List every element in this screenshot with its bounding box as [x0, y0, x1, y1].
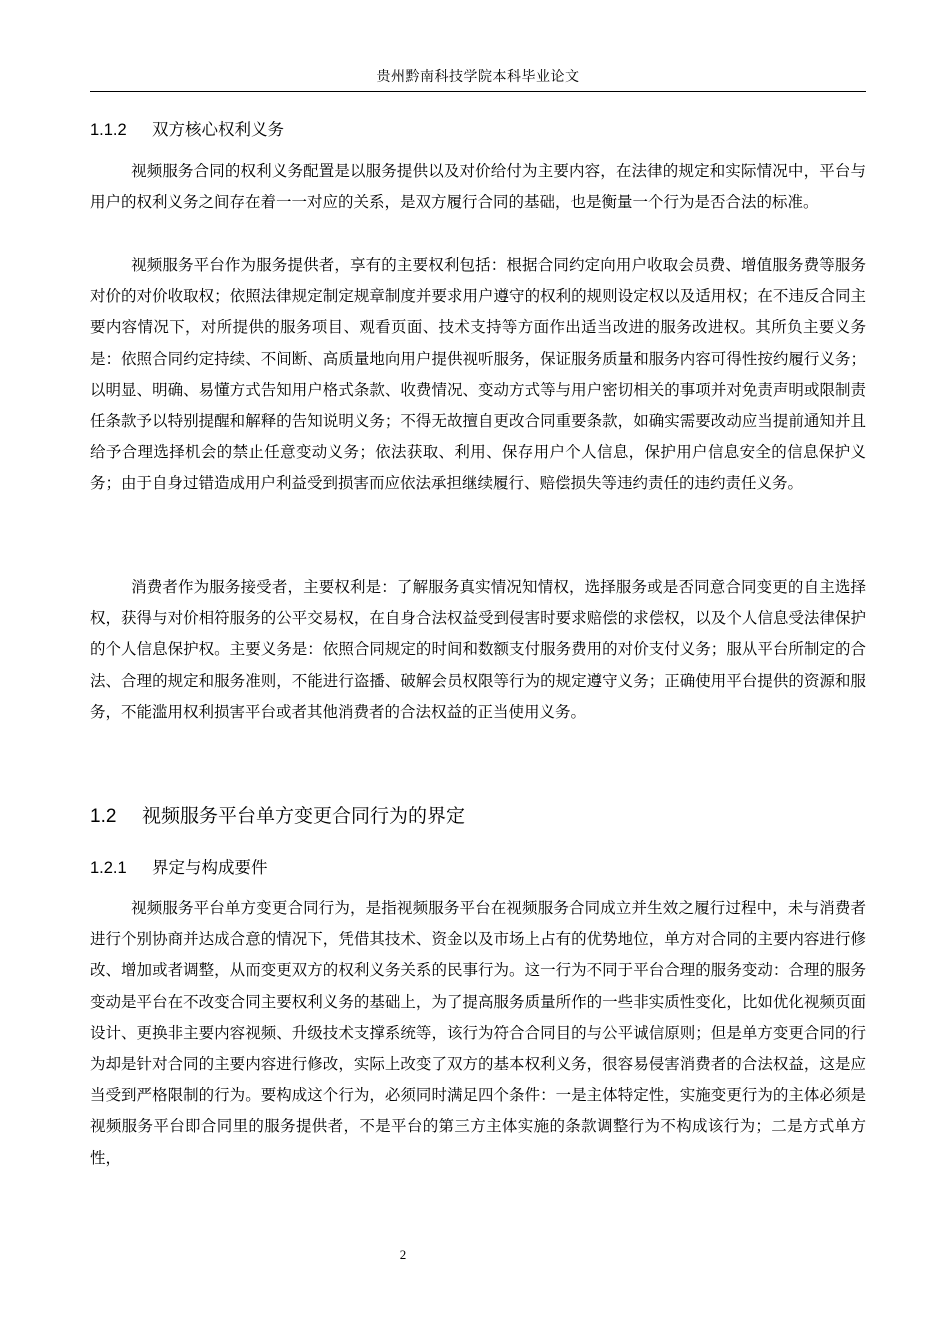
section-number: 1.1.2 [90, 121, 127, 139]
section-heading-1-1-2 [90, 118, 284, 142]
section-number: 1.2.1 [90, 859, 127, 877]
header-title: 贵州黔南科技学院本科毕业论文 [376, 69, 580, 85]
paragraph-definition: 视频服务平台单方变更合同行为，是指视频服务平台在视频服务合同成立并生效之履行过程中，未与消费者进行个别协商并达成合意的情况下，凭借其技术、资金以及市场上占有的优势地位，单方对合同的主要内容进行修改、增加或者调整，从而变更双方的权利义务关系的民事行为。这一行为不同于平台合理的服务变动：合理的服务变动是平台在不改变合同主要权利义务的基础上，为了提高服务质量所作的一些非实质性变化，比如优化视频页面设计、更换非主要内容视频、升级技术支撑系统等，该行为符合合同目的与公平诚信原则；但是单方变更合同的行为却是针对合同的主要内容进行修改，实际上改变了双方的基本权利义务，很容易侵害消费者的合法权益，这是应当受到严格限制的行为。要构成这个行为，必须同时满足四个条件：一是主体特定性，实施变更行为的主体必须是视频服务平台即合同里的服务提供者，不是平台的第三方主体实施的条款调整行为不构成该行为；二是方式单方性， [90, 899, 866, 1167]
paragraph-consumer-rights: 消费者作为服务接受者，主要权利是：了解服务真实情况知情权，选择服务或是否同意合同变更的自主选择权，获得与对价相符服务的公平交易权，在自身合法权益受到侵害时要求赔偿的求偿权，以及个人信息受法律保护的个人信息保护权。主要义务是：依照合同规定的时间和数额支付服务费用的对价支付义务；服从平台所制定的合法、合理的规定和服务准则，不能进行盗播、破解会员权限等行为的规定遵守义务；正确使用平台提供的资源和服务，不能滥用权利损害平台或者其他消费者的合法权益的正当使用义务。 [90, 578, 866, 721]
section-title: 视频服务平台单方变更合同行为的界定 [142, 805, 466, 827]
section-heading-1-2 [90, 802, 465, 831]
paragraph-rights-overview: 视频服务合同的权利义务配置是以服务提供以及对价给付为主要内容，在法律的规定和实际情况中，平台与用户的权利义务之间存在着一一对应的关系，是双方履行合同的基础，也是衡量一个行为是否合法的标准。 [90, 162, 866, 212]
page-number: 2 [399, 1247, 407, 1262]
paragraph-platform-rights: 视频服务平台作为服务提供者，享有的主要权利包括：根据合同约定向用户收取会员费、增值服务费等服务对价的对价收取权；依照法律规定制定规章制度并要求用户遵守的权利的规则设定权以及适用权；在不违反合同主要内容情况下，对所提供的服务项目、观看页面、技术支持等方面作出适当改进的服务改进权。其所负主要义务是：依照合同约定持续、不间断、高质量地向用户提供视听服务，保证服务质量和服务内容可得性按约履行义务；以明显、明确、易懂方式告知用户格式条款、收费情况、变动方式等与用户密切相关的事项并对免责声明或限制责任条款予以特别提醒和解释的告知说明义务；不得无故擅自更改合同重要条款，如确实需要改动应当提前通知并且给予合理选择机会的禁止任意变动义务；依法获取、利用、保存用户个人信息，保护用户信息安全的信息保护义务；由于自身过错造成用户利益受到损害而应依法承担继续履行、赔偿损失等违约责任的违约责任义务。 [90, 256, 866, 493]
section-number: 1.2 [90, 806, 117, 827]
section-title: 界定与构成要件 [152, 858, 268, 877]
section-heading-1-2-1 [90, 856, 268, 880]
page-header [90, 64, 866, 92]
section-title: 双方核心权利义务 [152, 120, 284, 139]
